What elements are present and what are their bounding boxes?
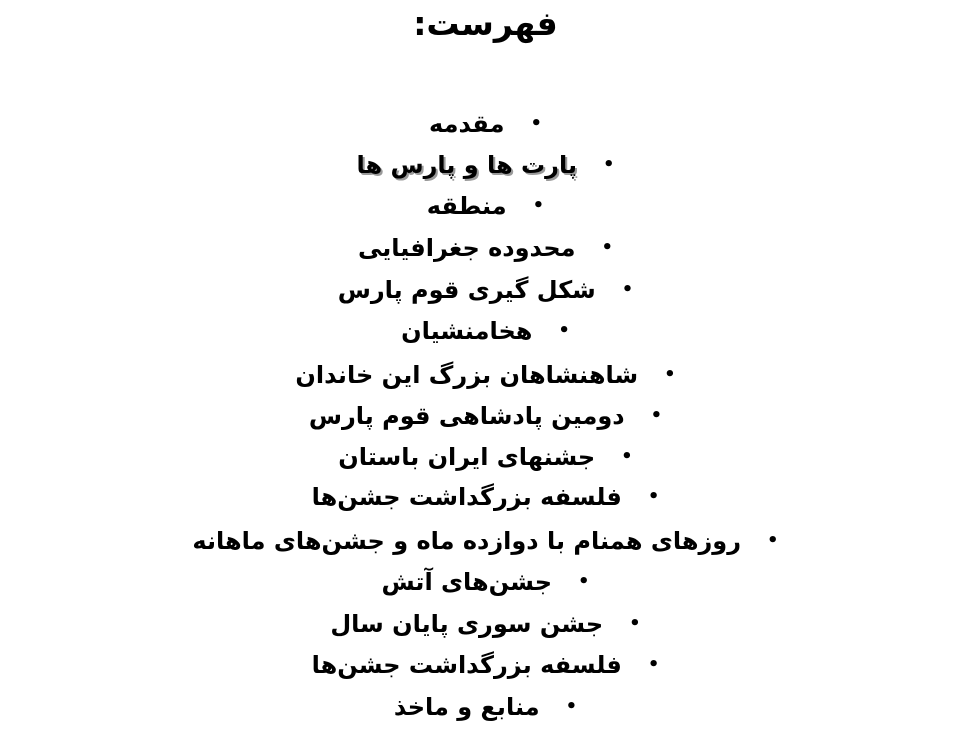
- list-item-label: جشن‌های آتش: [381, 568, 552, 596]
- list-item: [0, 145, 971, 185]
- list-item: [0, 104, 971, 144]
- list-item: [0, 186, 971, 226]
- list-item-label: جشن سوری پایان سال: [330, 610, 604, 638]
- bullet-icon: •: [577, 571, 590, 592]
- bullet-icon: •: [530, 113, 542, 134]
- list-item: [0, 270, 971, 310]
- bullet-icon: •: [629, 613, 641, 634]
- bullet-icon: •: [601, 237, 614, 258]
- list-item: [0, 604, 971, 644]
- bullet-icon: •: [565, 696, 578, 717]
- list-item: [0, 477, 971, 517]
- bullet-icon: •: [603, 154, 615, 175]
- bullet-icon: •: [558, 320, 570, 341]
- list-item-label: شکل گیری قوم پارس: [337, 276, 596, 304]
- list-item: [0, 437, 971, 477]
- list-item: [0, 687, 971, 727]
- list-item-label: منابع و ماخذ: [393, 693, 540, 721]
- list-item-label: فلسفه بزرگداشت جشن‌ها: [311, 651, 622, 679]
- bullet-icon: •: [664, 364, 676, 385]
- list-item-label: جشنهای ایران باستان: [338, 443, 596, 471]
- bullet-icon: •: [647, 654, 660, 675]
- list-item-label: فلسفه بزرگداشت جشن‌ها: [311, 483, 622, 511]
- list-item-label: هخامنشیان: [401, 317, 533, 345]
- list-item: [0, 228, 971, 268]
- list-item: [0, 355, 971, 395]
- list-item-label: مقدمه: [429, 110, 505, 138]
- bullet-icon: •: [621, 446, 633, 467]
- list-item: [0, 645, 971, 685]
- list-item-label: منطقه: [426, 192, 507, 220]
- list-item: [0, 311, 971, 351]
- bullet-icon: •: [647, 486, 660, 507]
- bullet-icon: •: [532, 195, 545, 216]
- bullet-icon: •: [767, 530, 779, 551]
- list-item-label: محدوده جغرافیایی: [357, 234, 576, 262]
- list-item-label: شاهنشاهان بزرگ این خاندان: [295, 361, 639, 389]
- list-item-label: پارت ها و پارس ها: [356, 151, 578, 179]
- list-item: [0, 562, 971, 602]
- list-item-label: دومین پادشاهی قوم پارس: [308, 402, 625, 430]
- list-item: [0, 521, 971, 561]
- slide-title: فهرست:: [413, 4, 558, 43]
- bullet-icon: •: [621, 279, 634, 300]
- list-item: [0, 396, 971, 436]
- bullet-icon: •: [650, 405, 663, 426]
- list-item-label: روزهای همنام با دوازده ماه و جشن‌های ماهانه: [192, 527, 742, 555]
